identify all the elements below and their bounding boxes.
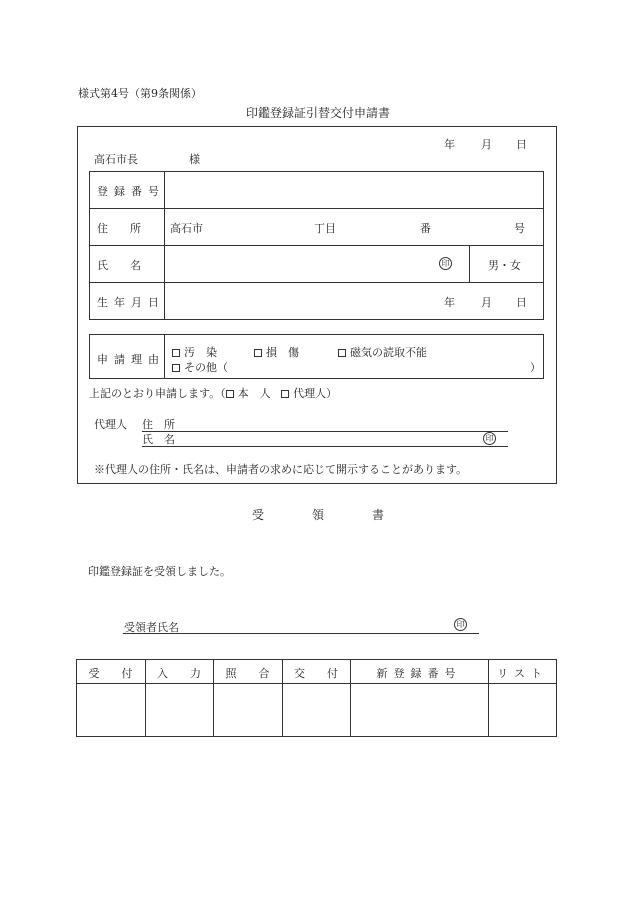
birth-label: 生年月日 <box>97 296 165 309</box>
gender-divider <box>469 245 470 282</box>
checkbox-icon <box>172 349 180 357</box>
address-label: 住 所 <box>97 222 141 235</box>
checkbox-icon <box>338 349 346 357</box>
form-title: 印鑑登録証引替交付申請書 <box>246 106 391 120</box>
agent-address-line[interactable] <box>142 431 508 432</box>
office-header-new-reg-no: 新登録番号 <box>376 667 462 680</box>
agent-label: 代理人 <box>94 418 127 431</box>
address-go: 号 <box>514 222 525 235</box>
reason-option-damage[interactable]: 損 傷 <box>254 344 299 360</box>
form-number: 様式第4号（第9条関係） <box>78 87 202 100</box>
receipt-text: 印鑑登録証を受領しました。 <box>88 565 231 578</box>
reason-other-close: ） <box>530 361 541 374</box>
checkbox-self-icon[interactable] <box>226 390 234 398</box>
disclosure-note: ※代理人の住所・氏名は、申請者の求めに応じて開示することがあります。 <box>94 463 468 476</box>
address-ban: 番 <box>420 222 431 235</box>
checkbox-icon <box>172 364 180 372</box>
birth-day: 日 <box>516 296 527 309</box>
agent-address-label: 住 所 <box>142 418 175 431</box>
address-chome: 丁目 <box>314 222 336 235</box>
office-header-issue: 交 付 <box>294 667 338 680</box>
office-header-reception: 受 付 <box>88 667 133 680</box>
agent-name-label: 氏 名 <box>142 433 175 446</box>
reason-option-stain[interactable]: 汚 染 <box>172 344 217 360</box>
applicant-line: 上記のとおり申請します。（ 本 人 代理人） <box>89 387 338 400</box>
office-table-header-divider <box>76 683 557 684</box>
receiver-name-line[interactable] <box>123 633 479 634</box>
addressee-name: 高石市長 <box>94 153 138 166</box>
reg-no-field[interactable] <box>168 183 538 199</box>
office-header-list: リスト <box>497 667 548 680</box>
receipt-title: 受 領 書 <box>252 508 385 522</box>
checkbox-icon <box>254 349 262 357</box>
receiver-label: 受領者氏名 <box>124 621 179 634</box>
office-header-input: 入 力 <box>157 667 201 680</box>
birth-month: 月 <box>481 296 492 309</box>
address-city: 高石市 <box>170 222 203 235</box>
date-day: 日 <box>516 138 527 151</box>
row-divider <box>89 208 544 209</box>
seal-mark-icon: 印 <box>439 257 452 270</box>
reason-label: 申請理由 <box>97 353 165 366</box>
checkbox-agent-icon[interactable] <box>281 390 289 398</box>
reg-no-label: 登録番号 <box>97 185 165 198</box>
gender-options[interactable]: 男・女 <box>488 259 521 272</box>
office-header-verify: 照 合 <box>225 667 270 680</box>
date-month: 月 <box>481 138 492 151</box>
date-year: 年 <box>444 138 455 151</box>
agent-name-line[interactable] <box>142 446 508 447</box>
reason-option-other[interactable]: その他（ <box>172 359 228 375</box>
receiver-seal-icon: 印 <box>454 618 467 631</box>
addressee-honorific: 様 <box>189 153 200 166</box>
row-divider <box>89 245 544 246</box>
name-label: 氏 名 <box>97 259 141 272</box>
name-field[interactable] <box>168 256 418 272</box>
row-divider <box>89 282 544 283</box>
reason-option-magnetic[interactable]: 磁気の読取不能 <box>338 344 427 360</box>
birth-year: 年 <box>444 296 455 309</box>
agent-seal-icon: 印 <box>483 432 496 445</box>
